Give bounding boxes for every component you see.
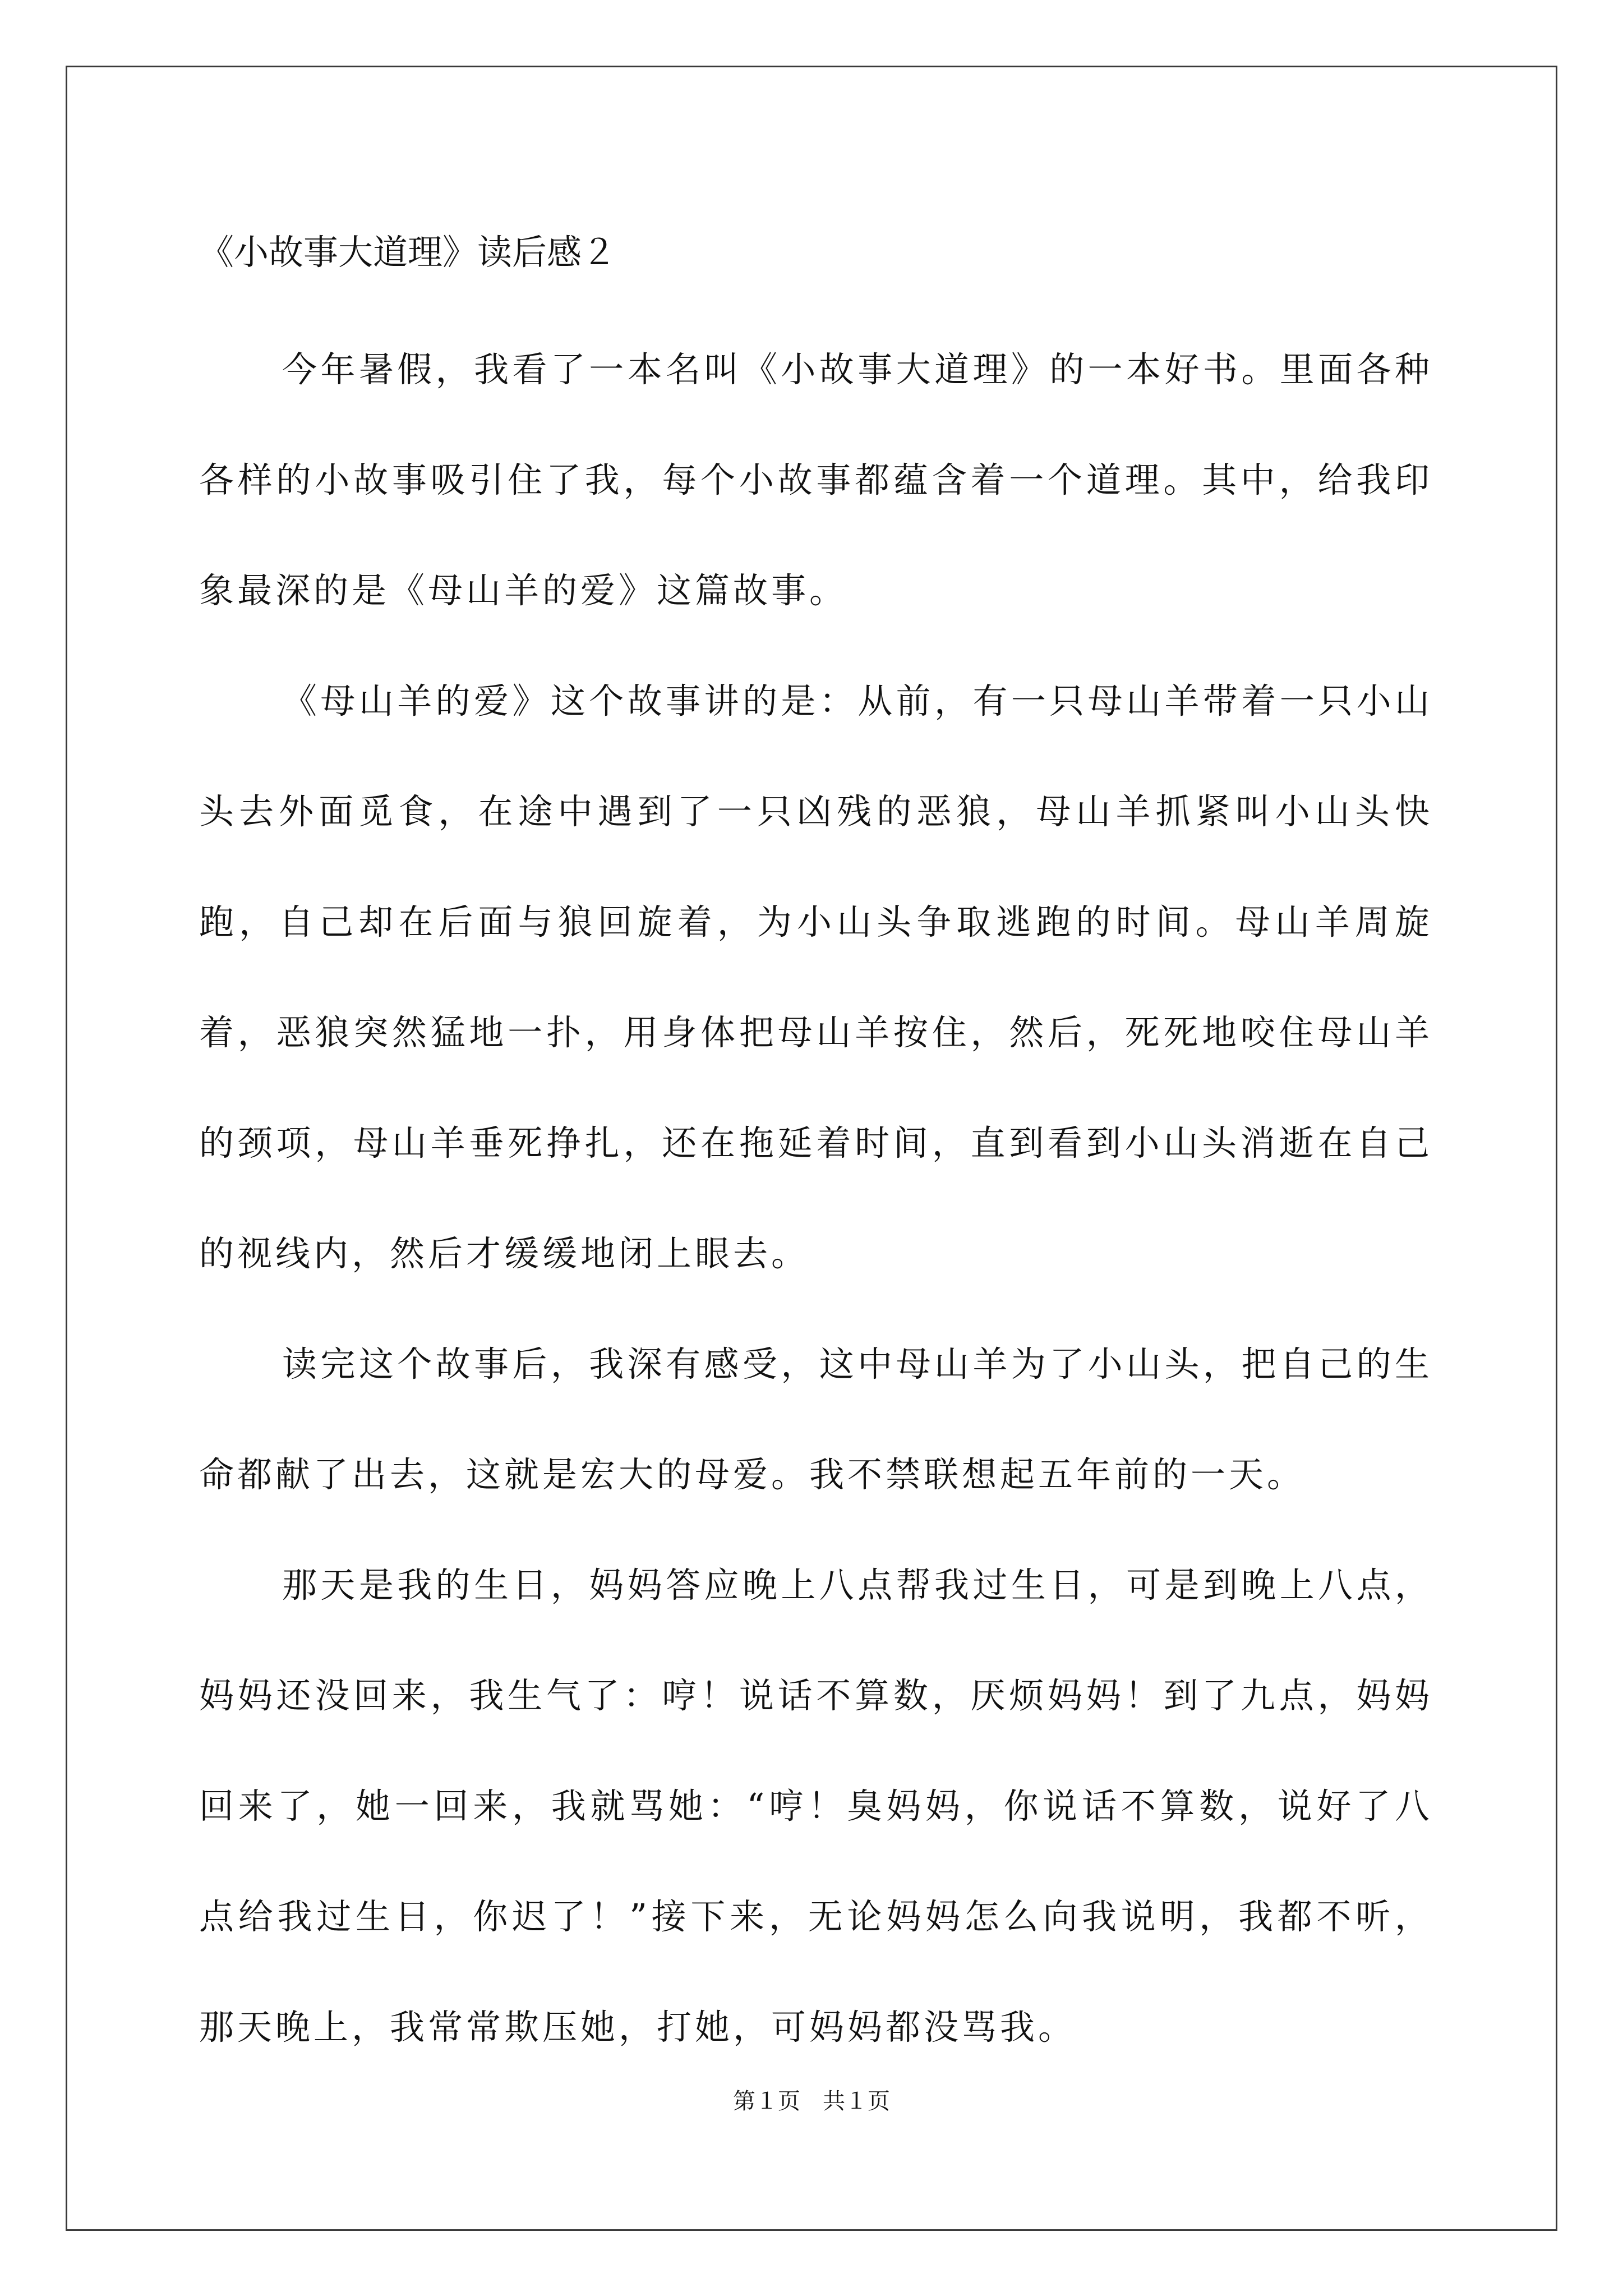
document-title: 《小故事大道理》读后感２ [199,232,617,273]
page-footer: 第１页 共１页 [733,2088,890,2114]
paragraph-3: 读完这个故事后，我深有感受，这中母山羊为了小山头，把自己的生命都献了出去，这就是宏大的母爱。我不禁联想起五年前的一天。 [199,1343,1433,1495]
paragraph-2: 《母山羊的爱》这个故事讲的是：从前，有一只母山羊带着一只小山头去外面觅食，在途中遇到了一只凶残的恶狼，母山羊抓紧叫小山头快跑，自己却在后面与狼回旋着，为小山头争取逃跑的时间。母山羊周旋着，恶狼突然猛地一扑，用身体把母山羊按住，然后，死死地咬住母山羊的颈项，母山羊垂死挣扎，还在拖延着时间，直到看到小山头消逝在自己的视线内，然后才缓缓地闭上眼去。 [199,680,1433,1274]
document-body [199,314,1433,2082]
paragraph-1: 今年暑假，我看了一本名叫《小故事大道理》的一本好书。里面各种各样的小故事吸引住了我，每个小故事都蕴含着一个道理。其中，给我印象最深的是《母山羊的爱》这篇故事。 [199,349,1433,611]
paragraph-4: 那天是我的生日，妈妈答应晚上八点帮我过生日，可是到晚上八点，妈妈还没回来，我生气了：哼！说话不算数，厌烦妈妈！到了九点，妈妈回来了，她一回来，我就骂她：“哼！臭妈妈，你说话不算数，说好了八点给我过生日，你迟了！”接下来，无论妈妈怎么向我说明，我都不听，那天晚上，我常常欺压她，打她，可妈妈都没骂我。 [199,1565,1433,2047]
